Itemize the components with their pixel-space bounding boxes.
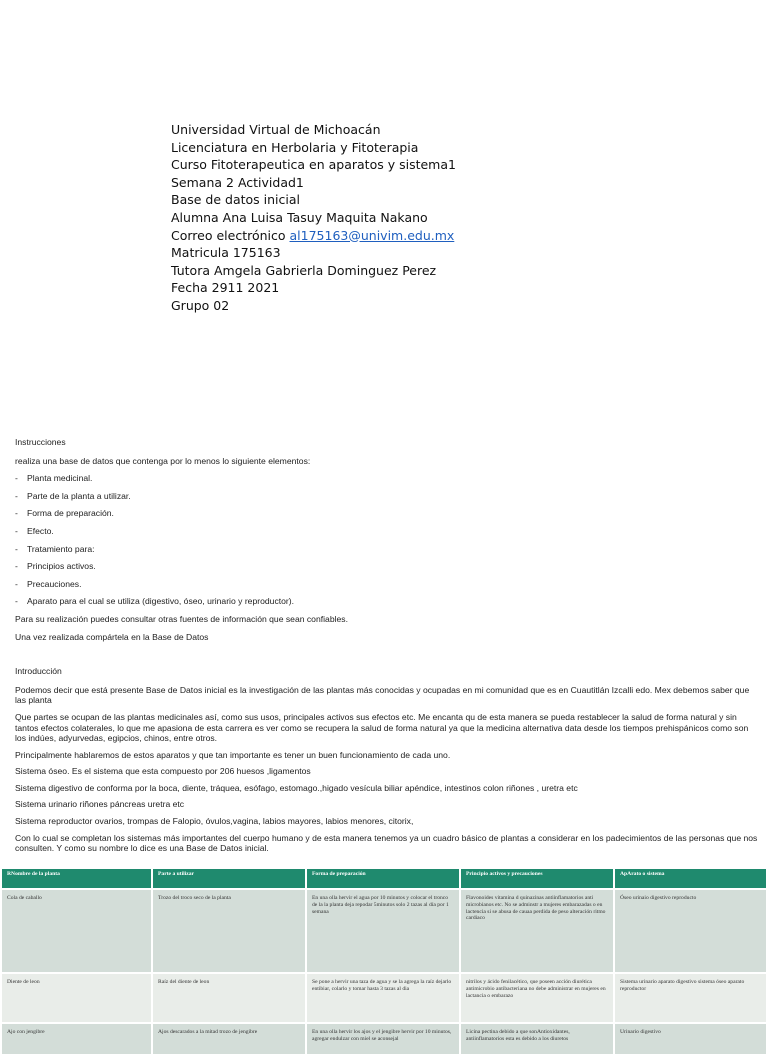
instructions-intro: realiza una base de datos que contenga por lo menos lo siguiente elementos: (15, 455, 311, 466)
list-item: - Precauciones. (15, 578, 82, 589)
list-item: - Principios activos. (15, 561, 96, 572)
table-header-row (2, 869, 766, 888)
table-cell: Sistema urinario aparato digestivo sistema óseo aparato reproductor (615, 974, 766, 1022)
instructions-heading: Instrucciones (15, 437, 66, 447)
header-system: ApArato o sistema (615, 869, 766, 888)
table-cell: Flavonoides vitamina d quinazinas antiinflamatorios anti microbianos etc. No se adminstr a mujeres embarazadas o en lactencia si se abusa de cauaa perdida de peso alteración ritmo cardiaco (461, 890, 613, 972)
student-name: Alumna Ana Luisa Tasuy Maquita Nakano (171, 209, 428, 225)
list-item: - Parte de la planta a utilizar. (15, 490, 131, 501)
table-cell: Diente de leon (2, 974, 151, 1022)
table-cell: Licina pectina debido a que sonAntioxidantes, antiinflamatorios esta es debido a los diuretos (461, 1024, 613, 1054)
degree-name: Licenciatura en Herbolaria y Fitoterapia (171, 139, 419, 155)
header-part-used: Parte a utilizar (153, 869, 305, 888)
cover-block (171, 121, 731, 315)
table-cell: Cola de caballo (2, 890, 151, 972)
intro-paragraph: Principalmente hablaremos de estos aparatos y que tan importante es tener un buen funcionamiento de cada uno. (15, 749, 451, 760)
table-row (2, 890, 766, 972)
email-label: Correo electrónico (171, 227, 290, 243)
intro-paragraph: Sistema reproductor ovarios, trompas de Falopio, óvulos,vagina, labios mayores, labios menores, citorix, (15, 816, 414, 827)
table-cell: Se pone a hervir una taza de agua y se la agrega la raíz dejarlo entibiar, colarlo y tomar hasta 3 tazas al dia (307, 974, 459, 1022)
intro-paragraph: Sistema óseo. Es el sistema que esta compuesto por 206 huesos ,ligamentos (15, 766, 311, 777)
list-item: - Efecto. (15, 525, 54, 536)
body-text (15, 437, 760, 854)
date-line: Fecha 2911 2021 (171, 280, 280, 296)
list-item: - Forma de preparación. (15, 508, 114, 519)
tutor-name: Tutora Amgela Gabrierla Dominguez Perez (171, 262, 437, 278)
list-item: - Planta medicinal. (15, 473, 93, 484)
email-link[interactable]: al175163@univim.edu.mx (289, 227, 455, 243)
table-cell: Ajo con jengibre (2, 1024, 151, 1054)
table-cell: Ajos descarados a la mitad trozo de jengibre (153, 1024, 305, 1054)
intro-paragraph: Que partes se ocupan de las plantas medicinales así, como sus usos, principales activos sus efectos etc. Me encanta qu de esta manera se pueda restablecer la salud de forma natural y sin tantos efectos colaterales, lo que me apasiona de esta carrera es ver como se recupera la salud de forma natural ya que la medicina alternativa data desde los tiempos prehispánicos como son los indúes, adyurvedas, egipcios, chinos, entre otros. (15, 711, 749, 744)
email-line (171, 227, 731, 245)
header-plant-name: RNombre de la planta (2, 869, 151, 888)
table-cell: Raíz del diente de leon (153, 974, 305, 1022)
list-item: - Tratamiento para: (15, 543, 95, 554)
group-line: Grupo 02 (171, 297, 230, 313)
student-id: Matricula 175163 (171, 245, 281, 261)
header-active-principles: Principio activos y precauciones (461, 869, 613, 888)
table-cell: Óseo urinaio digestivo reproducto (615, 890, 766, 972)
table-cell: Urinario digestivo (615, 1024, 766, 1054)
intro-paragraph: Con lo cual se completan los sistemas más importantes del cuerpo humano y de esta manera tenemos ya un cuadro básico de plantas a considerar en los padecimientos de las personas que nos consulten. Y como su nombre lo dice es una Base de Datos inicial. (15, 832, 758, 854)
university-name: Universidad Virtual de Michoacán (171, 122, 381, 137)
instructions-share: Una vez realizada compártela en la Base de Datos (15, 631, 209, 642)
intro-paragraph: Podemos decir que está presente Base de Datos inicial es la investigación de las plantas más conocidas y ocupadas en mi comunidad que es en Cuautitlán Izcalli edo. Mex debemos saber que las planta (15, 684, 750, 706)
intro-paragraph: Sistema urinario riñones páncreas uretra etc (15, 799, 185, 810)
plants-database-table (0, 867, 768, 1056)
course-name: Curso Fitoterapeutica en aparatos y sistema1 (171, 157, 456, 173)
header-preparation: Forma de preparación (307, 869, 459, 888)
table-cell: En una olla hervir el agua por 10 minutos y colocar el tronco de la la planta deja repodar 5minutos solo 2 tazas al día por 1 semana (307, 890, 459, 972)
table-row (2, 974, 766, 1022)
table-cell: nitrilos y ácido fenilacético, que poseen acción diurética antimicrobio antibacteriana no debe administrar en mujeres en lactancia o embarazo (461, 974, 613, 1022)
table-cell: Trozo del troco seco de la planta (153, 890, 305, 972)
document-title: Base de datos inicial (171, 192, 300, 208)
table-cell: En una olla hervir los ajos y el jengibre hervir por 10 minutos, agregar endulzar con miel se aconsejal (307, 1024, 459, 1054)
intro-paragraph: Sistema digestivo de conforma por la boca, diente, tráquea, esófago, estomago.,higado vesícula biliar apéndice, intestinos colon riñones , uretra etc (15, 782, 578, 793)
introduction-heading: Introducción (15, 666, 62, 677)
instructions-list (15, 473, 760, 607)
instructions-sources: Para su realización puedes consultar otras fuentes de información que sean confiables. (15, 613, 348, 624)
table-row (2, 1024, 766, 1054)
list-item: - Aparato para el cual se utiliza (digestivo, óseo, urinario y reproductor). (15, 596, 295, 607)
week-activity: Semana 2 Actividad1 (171, 174, 304, 190)
